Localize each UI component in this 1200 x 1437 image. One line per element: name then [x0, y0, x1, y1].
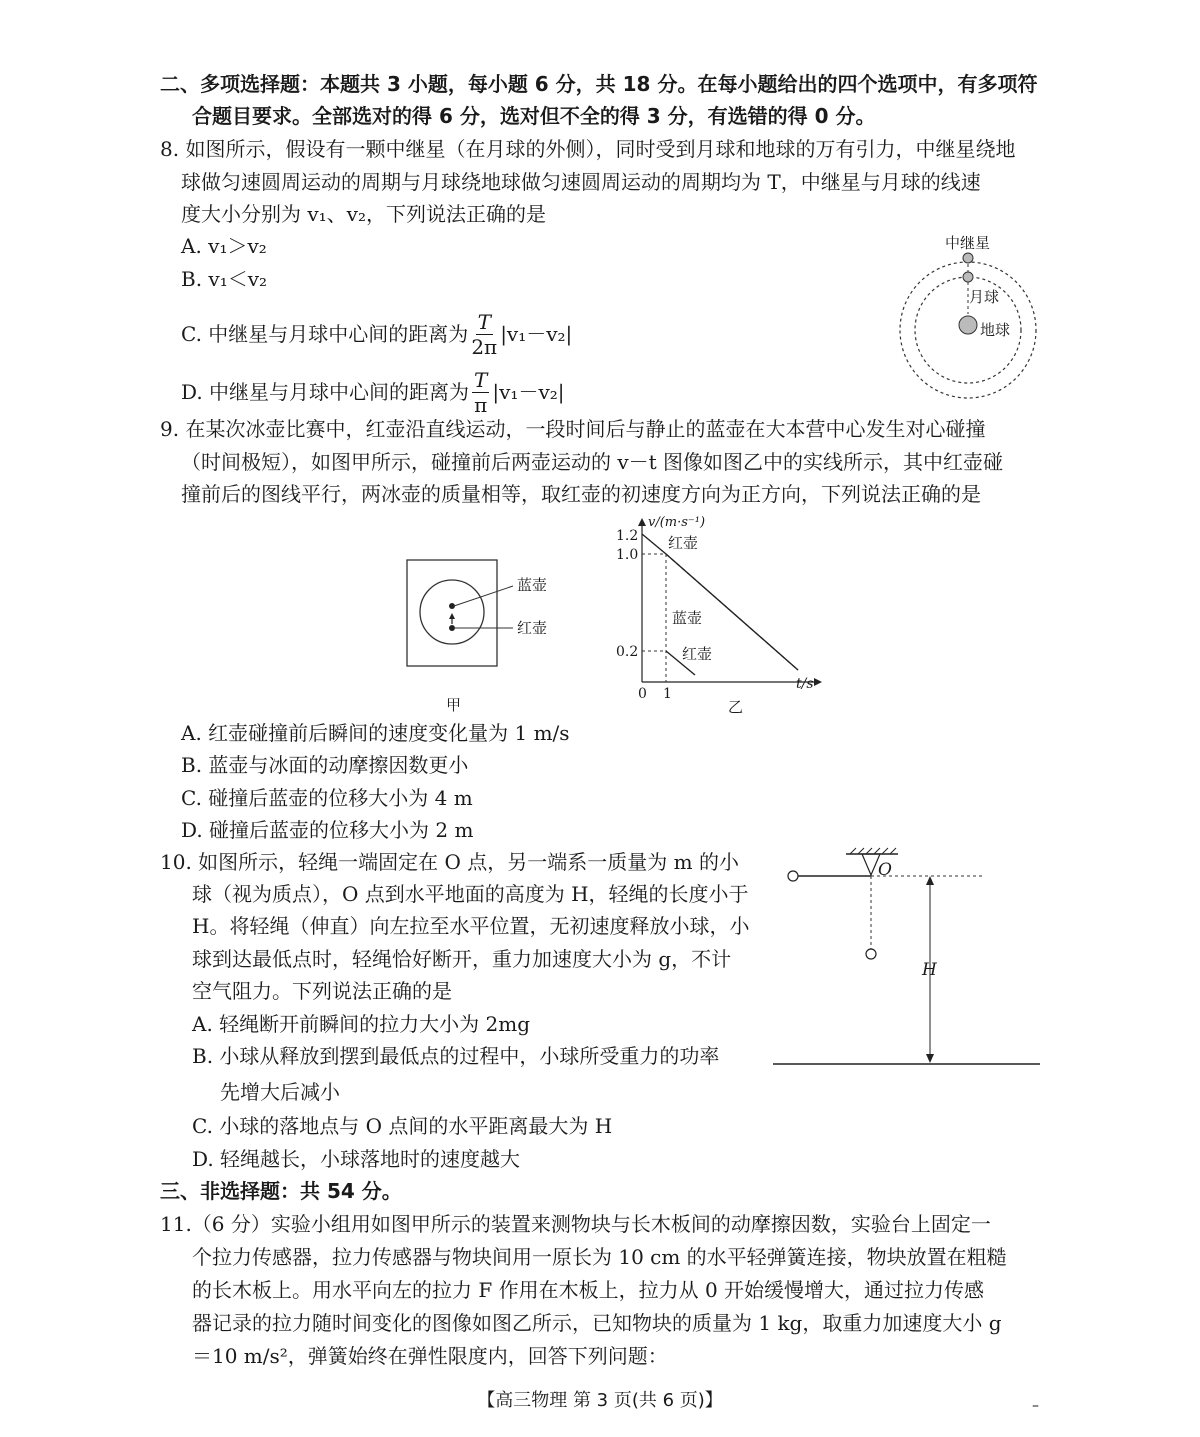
relay-satellite: [963, 253, 973, 263]
figure-b-caption: 乙: [728, 698, 744, 716]
q8-stem-line1: 8. 如图所示，假设有一颗中继星（在月球的外侧），同时受到月球和地球的万有引力，中继星绕地: [160, 137, 1016, 161]
q11-stem-line4: 器记录的拉力随时间变化的图像如图乙所示，已知物块的质量为 1 kg，取重力加速度大小 g: [192, 1311, 1002, 1335]
ball-start: [788, 871, 798, 881]
red-arrow-head: [449, 613, 455, 619]
x-tick-0: 0: [638, 686, 647, 702]
q10-option-c: C. 小球的落地点与 O 点间的水平距离最大为 H: [192, 1114, 613, 1138]
q9-option-c: C. 碰撞后蓝壶的位移大小为 4 m: [181, 786, 473, 810]
blue-label: 蓝壶: [672, 609, 703, 627]
x-tick-1: 1: [663, 686, 672, 702]
q8-option-c: [181, 310, 572, 359]
t-axis-label: t/s: [796, 676, 814, 692]
q10-stem-line3: H。将轻绳（伸直）向左拉至水平位置，无初速度释放小球，小: [192, 914, 750, 938]
q9-option-a: A. 红壶碰撞前后瞬间的速度变化量为 1 m/s: [181, 721, 570, 745]
q8-option-c-text: C. 中继星与月球中心间的距离为: [181, 322, 469, 347]
house-circle: [420, 580, 484, 644]
relay-label: 中继星: [945, 234, 991, 252]
section-2-header-line2: 合题目要求。全部选对的得 6 分，选对但不全的得 3 分，有选错的得 0 分。: [192, 104, 876, 128]
q8-option-d-text: D. 中继星与月球中心间的距离为: [181, 380, 470, 405]
q8-stem-line2: 球做匀速圆周运动的周期与月球绕地球做匀速圆周运动的周期均为 T，中继星与月球的线速: [181, 170, 981, 194]
ball-lowest: [866, 949, 876, 959]
moon-label: 月球: [969, 288, 1000, 306]
q11-stem-line5: ＝10 m/s²，弹簧始终在弹性限度内，回答下列问题：: [192, 1344, 668, 1368]
q10-stem-line1: 10. 如图所示，轻绳一端固定在 O 点，另一端系一质量为 m 的小: [160, 850, 739, 874]
q10-option-b-line1: B. 小球从释放到摆到最低点的过程中，小球所受重力的功率: [192, 1044, 720, 1068]
red-stone-label: 红壶: [517, 619, 548, 637]
q10-pendulum-figure: [770, 845, 1045, 1070]
q8-option-c-fraction: [471, 310, 497, 359]
q10-stem-line5: 空气阻力。下列说法正确的是: [192, 979, 452, 1003]
ceiling-hatch: [850, 848, 896, 854]
q9-stem-line3: 撞前后的图线平行，两冰壶的质量相等，取红壶的初速度方向为正方向，下列说法正确的是: [181, 482, 981, 506]
blue-leader: [454, 586, 513, 606]
q8-option-c-denominator: 2π: [471, 335, 498, 359]
q11-stem-line3: 的长木板上。用水平向左的拉力 F 作用在木板上，拉力从 0 开始缓慢增大，通过拉力传感: [192, 1278, 985, 1302]
q8-option-b: B. v₁＜v₂: [181, 267, 268, 291]
q8-option-d-tail: |v₁－v₂|: [492, 380, 565, 405]
q9-stem-line2: （时间极短），如图甲所示，碰撞前后两壶运动的 v－t 图像如图乙中的实线所示，其中红壶碰: [181, 450, 1004, 474]
q8-option-d-denominator: π: [474, 393, 488, 417]
pivot-label-o: O: [878, 860, 892, 880]
moon: [963, 272, 973, 282]
q11-stem-line1: 11.（6 分）实验小组用如图甲所示的装置来测物块与长木板间的动摩擦因数，实验台上固定一: [160, 1212, 991, 1236]
section-2-header-line1: 二、多项选择题：本题共 3 小题，每小题 6 分，共 18 分。在每小题给出的四个选项中，有多项符: [160, 72, 1038, 96]
q10-option-b-line2: 先增大后减小: [220, 1080, 340, 1104]
y-tick-0.2: 0.2: [616, 644, 639, 660]
q9-stem-line1: 9. 在某次冰壶比赛中，红壶沿直线运动，一段时间后与静止的蓝壶在大本营中心发生对心碰撞: [160, 417, 986, 441]
q10-option-d: D. 轻绳越长，小球落地时的速度越大: [192, 1147, 521, 1171]
q8-option-c-tail: |v₁－v₂|: [500, 322, 573, 347]
footer-mark: –: [1032, 1398, 1039, 1414]
y-tick-1.0: 1.0: [616, 547, 639, 563]
height-arrow-top: [926, 876, 934, 885]
figure-a-caption: 甲: [446, 696, 462, 714]
q9-option-b: B. 蓝壶与冰面的动摩擦因数更小: [181, 753, 469, 777]
q11-stem-line2: 个拉力传感器，拉力传感器与物块间用一原长为 10 cm 的水平轻弹簧连接，物块放置在粗糙: [192, 1245, 1007, 1269]
t-axis-arrow: [814, 678, 822, 686]
q9-figure-a: [400, 550, 570, 720]
blue-stone-label: 蓝壶: [517, 576, 548, 594]
y-tick-1.2: 1.2: [616, 528, 639, 544]
q8-option-c-numerator: T: [477, 310, 491, 334]
q10-stem-line4: 球到达最低点时，轻绳恰好断开，重力加速度大小为 g，不计: [192, 947, 732, 971]
q9-option-d: D. 碰撞后蓝壶的位移大小为 2 m: [181, 818, 474, 842]
q8-option-d: [181, 368, 565, 417]
q8-option-d-fraction: [472, 368, 489, 417]
q8-option-a: A. v₁＞v₂: [181, 234, 267, 258]
height-label-h: H: [922, 960, 937, 980]
v-axis-arrow: [638, 518, 646, 526]
red-before-line: [642, 534, 666, 554]
q8-orbit-figure: [895, 228, 1055, 408]
red-label-bottom: 红壶: [682, 645, 713, 663]
q10-stem-line2: 球（视为质点），O 点到水平地面的高度为 H，轻绳的长度小于: [192, 882, 749, 906]
page-footer: 【高三物理 第 3 页(共 6 页)】: [477, 1390, 723, 1411]
earth: [959, 316, 977, 334]
q10-option-a: A. 轻绳断开前瞬间的拉力大小为 2mg: [192, 1012, 531, 1036]
section-3-header: 三、非选择题：共 54 分。: [160, 1179, 402, 1203]
q9-figure-b-vt-graph: [610, 510, 830, 720]
height-arrow-bottom: [926, 1054, 934, 1063]
v-axis-label: v/(m·s⁻¹): [648, 515, 706, 530]
red-label-top: 红壶: [668, 534, 699, 552]
earth-label: 地球: [980, 321, 1011, 339]
q8-stem-line3: 度大小分别为 v₁、v₂，下列说法正确的是: [181, 202, 546, 226]
q8-option-d-numerator: T: [474, 368, 488, 392]
